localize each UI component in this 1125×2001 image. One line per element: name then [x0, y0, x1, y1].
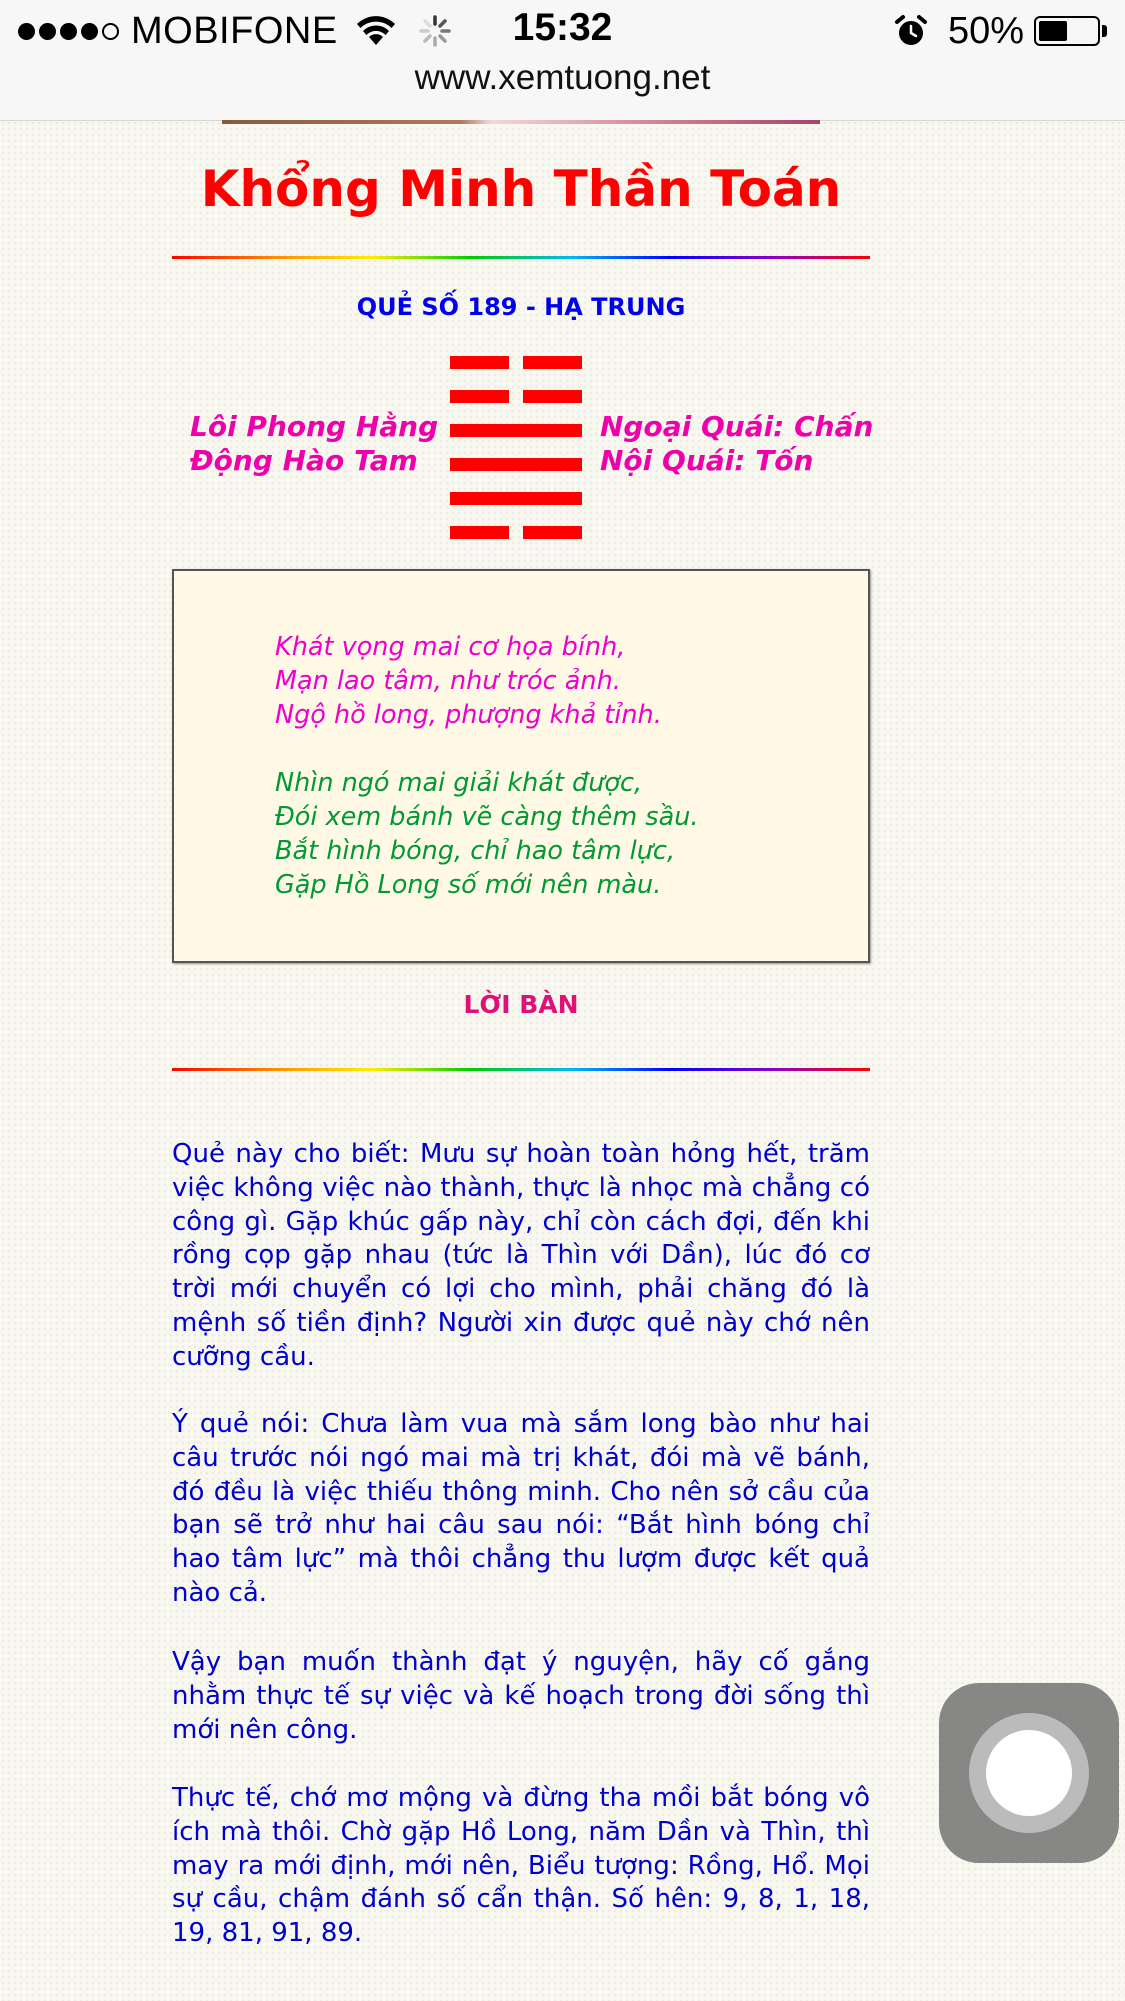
- hexagram-line-segment: [450, 424, 582, 437]
- poem-line: Ngộ hồ long, phượng khả tỉnh.: [275, 700, 662, 730]
- hexagram-broken-line: [450, 526, 582, 539]
- hexagram-left-info: [190, 410, 438, 478]
- poem-line: Khát vọng mai cơ họa bính,: [275, 632, 626, 662]
- moving-line: Động Hào Tam: [190, 444, 418, 477]
- hexagram-solid-line: [450, 458, 582, 471]
- hexagram-broken-line: [450, 356, 582, 369]
- hexagram-figure: [450, 356, 582, 560]
- hexagram-line-segment: [450, 492, 582, 505]
- hexagram-right-info: [600, 410, 873, 478]
- hexagram-solid-line: [450, 424, 582, 437]
- page-title: Khổng Minh Thần Toán: [200, 160, 842, 218]
- section-heading: LỜI BÀN: [463, 990, 579, 1019]
- hexagram-name: QUẺ SỐ 189 - HẠ TRUNG: [356, 293, 686, 321]
- banner-image-edge: [222, 120, 820, 124]
- battery-tip: [1102, 25, 1107, 37]
- hexagram-line-segment: [450, 356, 509, 369]
- commentary-paragraph: Thực tế, chớ mơ mộng và đừng tha mồi bắt bóng vô ích mà thôi. Chờ gặp Hồ Long, năm Dần và Thìn, thì may ra mới định, mới nên, Biểu tượng: Rồng, Hổ. Mọi sự cầu, chậm đánh số cẩn thận. Số hên: 9, 8, 1, 18, 19, 81, 91, 89.: [172, 1783, 870, 1949]
- poem-line: Gặp Hồ Long số mới nên màu.: [275, 870, 662, 900]
- poem-line: Mạn lao tâm, như tróc ảnh.: [275, 666, 621, 696]
- address-bar-url[interactable]: www.xemtuong.net: [414, 58, 711, 97]
- status-right-group: [894, 8, 1107, 54]
- commentary-paragraph: Quẻ này cho biết: Mưu sự hoàn toàn hỏng hết, trăm việc không việc nào thành, thực là nhọc mà chẳng có công gì. Gặp khúc gấp này, chỉ còn cách đợi, đến khi rồng cọp gặp nhau (tức là Thìn với Dần), lúc đó cơ trời mới chuyển có lợi cho mình, phải chăng đó là mệnh số tiền định? Người xin được quẻ này chớ nên cưỡng cầu.: [172, 1139, 870, 1372]
- hexagram-line-segment: [523, 356, 582, 369]
- assistive-touch-button[interactable]: [939, 1683, 1119, 1863]
- assistive-touch-center: [983, 1727, 1075, 1819]
- hexagram-line-segment: [450, 526, 509, 539]
- status-bar: [0, 0, 1125, 121]
- commentary-paragraph: Ý quẻ nói: Chưa làm vua mà sắm long bào như hai câu trước nói ngó mai mà trị khát, đói mà vẽ bánh, đó đều là việc thiếu thông minh. Cho nên sở cầu của bạn sẽ trở như hai câu sau nói: “Bắt hình bóng chỉ hao tâm lực” mà thôi chẳng thu lượm được kết quả nào cả.: [172, 1409, 870, 1608]
- commentary-paragraph: Vậy bạn muốn thành đạt ý nguyện, hãy cố gắng nhằm thực tế sự việc và kế hoạch trong đời sống thì mới nên công.: [172, 1647, 870, 1745]
- assistive-touch-ring: [969, 1713, 1089, 1833]
- hexagram-full-name: Lôi Phong Hằng: [190, 410, 439, 443]
- battery-percent: 50%: [947, 9, 1024, 52]
- hexagram-broken-line: [450, 390, 582, 403]
- poem-line: Nhìn ngó mai giải khát được,: [275, 768, 643, 798]
- clock: 15:32: [512, 6, 613, 49]
- poem-original: [275, 630, 662, 732]
- hexagram-line-segment: [523, 526, 582, 539]
- outer-trigram: Ngoại Quái: Chấn: [600, 410, 874, 443]
- hexagram-line-segment: [450, 390, 509, 403]
- alarm-clock-icon: [894, 14, 928, 48]
- poem-line: Bắt hình bóng, chỉ hao tâm lực,: [275, 836, 676, 866]
- rainbow-divider: [172, 256, 870, 259]
- hexagram-solid-line: [450, 492, 582, 505]
- hexagram-line-segment: [450, 458, 582, 471]
- rainbow-divider: [172, 1068, 870, 1071]
- poem-line: Đói xem bánh vẽ càng thêm sầu.: [275, 802, 699, 832]
- hexagram-line-segment: [523, 390, 582, 403]
- battery-icon: [1034, 16, 1100, 46]
- carrier-name: MOBIFONE: [131, 9, 338, 52]
- poem-translation: [275, 766, 698, 902]
- inner-trigram: Nội Quái: Tốn: [600, 444, 814, 477]
- battery-fill: [1039, 21, 1067, 41]
